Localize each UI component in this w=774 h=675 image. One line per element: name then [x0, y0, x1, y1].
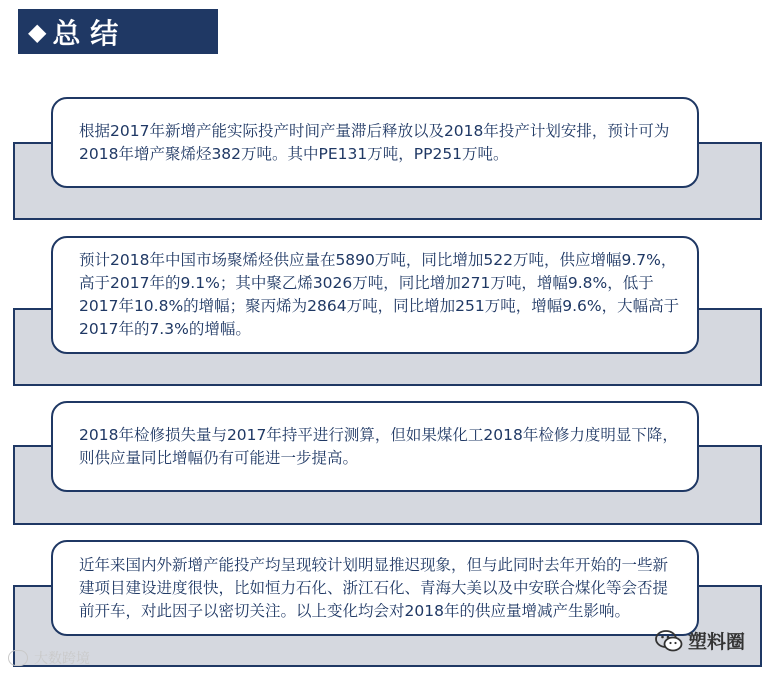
watermark-logo-icon: [8, 650, 28, 666]
summary-card-3: [51, 401, 699, 492]
summary-card-2: [51, 236, 699, 354]
summary-text-1: 根据2017年新增产能实际投产时间产量滞后释放以及2018年投产计划安排，预计可为2018年增产聚烯烃382万吨。其中PE131万吨，PP251万吨。: [79, 121, 670, 163]
diamond-icon: ◆: [28, 17, 47, 46]
watermark-left-text: 大数跨境: [34, 651, 90, 667]
summary-card-1: [51, 97, 699, 188]
wechat-icon: [654, 628, 684, 654]
summary-text-3: 2018年检修损失量与2017年持平进行测算，但如果煤化工2018年检修力度明显下降，则供应量同比增幅仍有可能进一步提高。: [79, 425, 678, 467]
summary-text-2: 预计2018年中国市场聚烯烃供应量在5890万吨，同比增加522万吨，供应增幅9.7%，高于2017年的9.1%；其中聚乙烯3026万吨，同比增加271万吨，增幅9.8%，低于2017年10.8%的增幅；聚丙烯为2864万吨，同比增加251万吨，增幅9.6%，大幅高于2017年的7.3%的增幅。: [79, 251, 680, 338]
summary-card-4: [51, 540, 699, 636]
section-title-text: 总 结: [52, 16, 119, 50]
summary-text-4: 近年来国内外新增产能投产均呈现较计划明显推迟现象，但与此同时去年开始的一些新建项目建设进度很快，比如恒力石化、浙江石化、青海大美以及中安联合煤化等会否提前开车，对此因子以密切关注。以上变化均会对2018年的供应量增减产生影响。: [79, 555, 669, 620]
section-title: [18, 9, 218, 54]
watermark-left: [8, 648, 90, 668]
watermark-right-text: 塑料圈: [688, 631, 746, 653]
watermark-right: [654, 627, 745, 654]
